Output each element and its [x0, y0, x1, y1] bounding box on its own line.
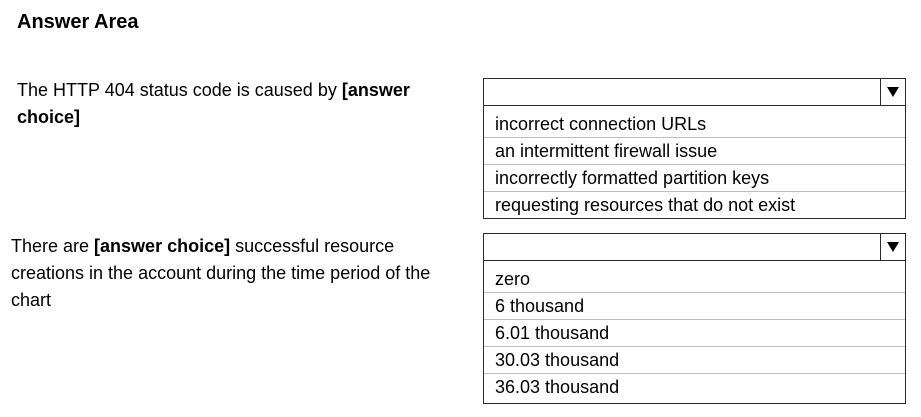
- question-2-dropdown-button[interactable]: [880, 234, 905, 260]
- question-1-prompt: [17, 77, 467, 131]
- question-2-option[interactable]: 6 thousand: [484, 293, 905, 320]
- question-2-text-before: There are: [11, 236, 95, 256]
- question-2-option[interactable]: 30.03 thousand: [484, 347, 905, 374]
- question-2-option[interactable]: 36.03 thousand: [495, 377, 620, 397]
- question-2-select-bar[interactable]: [484, 234, 905, 261]
- question-1-answer-placeholder: [answer choice]: [17, 80, 410, 127]
- question-1-text-before: The HTTP 404 status code is caused by: [17, 80, 342, 100]
- question-2-text-after: successful resource creations in the account during the time period of the chart: [11, 236, 431, 310]
- question-1-dropdown[interactable]: [483, 78, 906, 219]
- question-1-option[interactable]: requesting resources that do not exist: [495, 195, 796, 215]
- question-1-option[interactable]: incorrect connection URLs: [484, 111, 905, 138]
- question-2-option[interactable]: 6.01 thousand: [484, 320, 905, 347]
- question-1-select-bar[interactable]: [484, 79, 905, 106]
- question-1-option[interactable]: incorrectly formatted partition keys: [484, 165, 905, 192]
- question-2-option[interactable]: zero: [484, 266, 905, 293]
- question-2-dropdown[interactable]: [483, 233, 906, 404]
- question-2-prompt: [11, 233, 461, 314]
- question-1-dropdown-button[interactable]: [880, 79, 905, 105]
- question-2-answer-placeholder: [answer choice]: [94, 236, 231, 256]
- question-1-option[interactable]: an intermittent firewall issue: [484, 138, 905, 165]
- triangle-down-icon: [887, 242, 899, 252]
- answer-area-heading: Answer Area: [17, 11, 139, 33]
- question-2-options-list: [484, 261, 905, 401]
- triangle-down-icon: [887, 87, 899, 97]
- question-1-options-list: [484, 106, 905, 219]
